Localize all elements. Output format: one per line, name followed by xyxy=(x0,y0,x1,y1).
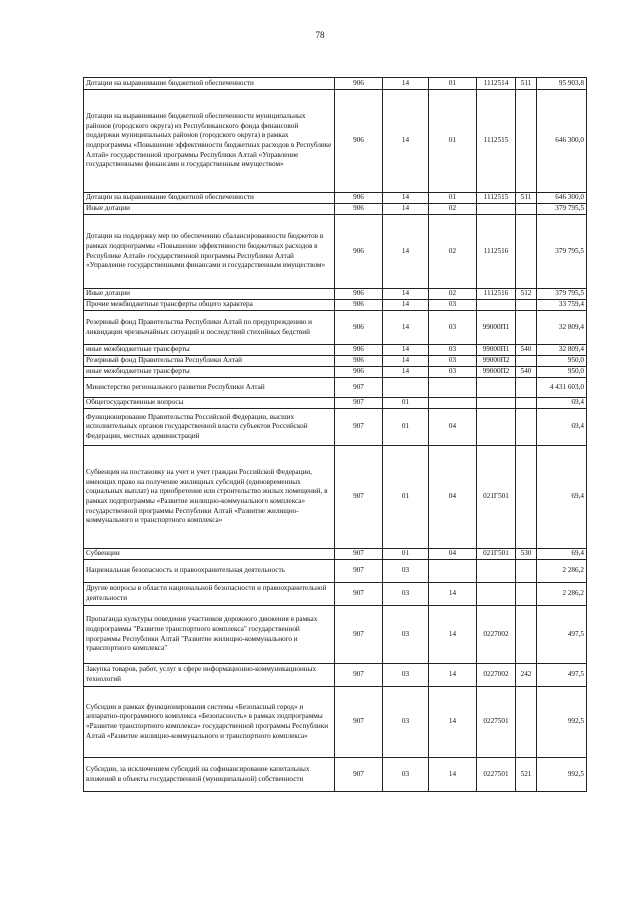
amount-cell: 646 300,0 xyxy=(537,193,587,204)
table-row xyxy=(84,664,587,687)
subsection-code-cell: 03 xyxy=(429,367,477,378)
subsection-code-cell: 03 xyxy=(429,345,477,356)
amount-cell: 69,4 xyxy=(537,409,587,446)
ministry-code-cell: 907 xyxy=(335,687,383,758)
subsection-code-cell: 14 xyxy=(429,606,477,664)
section-code-cell: 01 xyxy=(383,446,429,549)
section-code-cell: 14 xyxy=(383,90,429,193)
table-row xyxy=(84,549,587,560)
amount-cell: 992,5 xyxy=(537,758,587,792)
article-code-cell: 021Г501 xyxy=(477,549,516,560)
table-row xyxy=(84,398,587,409)
amount-cell: 379 795,5 xyxy=(537,215,587,289)
table-row xyxy=(84,345,587,356)
expense-type-cell xyxy=(516,560,537,583)
ministry-code-cell: 906 xyxy=(335,311,383,345)
amount-cell: 2 286,2 xyxy=(537,560,587,583)
section-code-cell: 14 xyxy=(383,367,429,378)
row-name-cell: Функционирование Правительства Российской Федерации, высших исполнительных органов государственной власти субъектов Российской Федерации, местных администраций xyxy=(84,409,335,446)
article-code-cell xyxy=(477,398,516,409)
page-number: 78 xyxy=(315,30,325,40)
ministry-code-cell: 907 xyxy=(335,606,383,664)
row-name-cell: Резервный фонд Правительства Республики Алтай по предупреждению и ликвидации чрезвычайных ситуаций и последствий стихийных бедствий xyxy=(84,311,335,345)
budget-table-body xyxy=(84,78,587,792)
subsection-code-cell: 14 xyxy=(429,664,477,687)
table-row xyxy=(84,300,587,311)
table-row xyxy=(84,78,587,90)
subsection-code-cell: 04 xyxy=(429,409,477,446)
section-code-cell: 03 xyxy=(383,758,429,792)
table-row xyxy=(84,446,587,549)
amount-cell: 497,5 xyxy=(537,664,587,687)
article-code-cell: 1112514 xyxy=(477,78,516,90)
section-code-cell: 14 xyxy=(383,311,429,345)
expense-type-cell xyxy=(516,583,537,606)
table-row xyxy=(84,356,587,367)
amount-cell: 992,5 xyxy=(537,687,587,758)
section-code-cell: 14 xyxy=(383,289,429,300)
amount-cell: 32 809,4 xyxy=(537,345,587,356)
expense-type-cell: 530 xyxy=(516,549,537,560)
amount-cell: 2 286,2 xyxy=(537,583,587,606)
budget-table xyxy=(83,77,587,792)
expense-type-cell xyxy=(516,204,537,215)
row-name-cell: иные межбюджетные трансферты xyxy=(84,345,335,356)
subsection-code-cell: 02 xyxy=(429,204,477,215)
row-name-cell: Иные дотации xyxy=(84,204,335,215)
article-code-cell: 1112515 xyxy=(477,90,516,193)
subsection-code-cell: 04 xyxy=(429,549,477,560)
ministry-code-cell: 906 xyxy=(335,300,383,311)
table-row xyxy=(84,758,587,792)
table-row xyxy=(84,560,587,583)
amount-cell: 950,0 xyxy=(537,367,587,378)
subsection-code-cell: 04 xyxy=(429,446,477,549)
ministry-code-cell: 906 xyxy=(335,289,383,300)
subsection-code-cell: 02 xyxy=(429,289,477,300)
row-name-cell: Дотации на выравнивание бюджетной обеспеченности муниципальных районов (городского округа) из Республиканского фонда финансовой поддержки муниципальных районов (городского округа) в рамках подпрограммы «Повышение эффективности бюджетных расходов в Республике Алтай» государственной программы Республики Алтай «Управление государственными финансами и государственным имуществом» xyxy=(84,90,335,193)
row-name-cell: Дотации на выравнивание бюджетной обеспеченности xyxy=(84,193,335,204)
subsection-code-cell: 02 xyxy=(429,215,477,289)
ministry-code-cell: 907 xyxy=(335,560,383,583)
article-code-cell xyxy=(477,378,516,398)
expense-type-cell: 511 xyxy=(516,78,537,90)
article-code-cell xyxy=(477,560,516,583)
row-name-cell: Субсидии, за исключением субсидий на софинансирование капитальных вложений в объекты государственной (муниципальной) собственности xyxy=(84,758,335,792)
expense-type-cell xyxy=(516,687,537,758)
expense-type-cell xyxy=(516,409,537,446)
expense-type-cell: 540 xyxy=(516,367,537,378)
ministry-code-cell: 907 xyxy=(335,409,383,446)
amount-cell: 497,5 xyxy=(537,606,587,664)
article-code-cell: 0227501 xyxy=(477,687,516,758)
amount-cell: 69,4 xyxy=(537,446,587,549)
subsection-code-cell: 14 xyxy=(429,583,477,606)
section-code-cell: 01 xyxy=(383,409,429,446)
amount-cell: 95 903,8 xyxy=(537,78,587,90)
amount-cell: 379 795,5 xyxy=(537,204,587,215)
subsection-code-cell: 14 xyxy=(429,758,477,792)
table-row xyxy=(84,289,587,300)
row-name-cell: Министерство регионального развития Республики Алтай xyxy=(84,378,335,398)
expense-type-cell: 511 xyxy=(516,193,537,204)
article-code-cell: 1112516 xyxy=(477,289,516,300)
section-code-cell: 03 xyxy=(383,560,429,583)
section-code-cell: 01 xyxy=(383,549,429,560)
ministry-code-cell: 906 xyxy=(335,78,383,90)
row-name-cell: Пропаганда культуры поведения участников дорожного движения в рамках подпрограммы "Развитие транспортного комплекса" государственной программы Республики Алтай "Развитие жилищно-коммунального и транспортного комплекса" xyxy=(84,606,335,664)
article-code-cell: 0227002 xyxy=(477,606,516,664)
expense-type-cell: 242 xyxy=(516,664,537,687)
ministry-code-cell: 906 xyxy=(335,367,383,378)
amount-cell: 69,4 xyxy=(537,549,587,560)
section-code-cell xyxy=(383,378,429,398)
ministry-code-cell: 906 xyxy=(335,356,383,367)
row-name-cell: Иные дотации xyxy=(84,289,335,300)
article-code-cell: 1112516 xyxy=(477,215,516,289)
table-row xyxy=(84,204,587,215)
ministry-code-cell: 907 xyxy=(335,758,383,792)
expense-type-cell xyxy=(516,606,537,664)
table-row xyxy=(84,409,587,446)
row-name-cell: Дотации на выравнивание бюджетной обеспеченности xyxy=(84,78,335,90)
article-code-cell: 0227002 xyxy=(477,664,516,687)
article-code-cell xyxy=(477,409,516,446)
subsection-code-cell: 14 xyxy=(429,687,477,758)
expense-type-cell xyxy=(516,356,537,367)
section-code-cell: 14 xyxy=(383,78,429,90)
row-name-cell: Резервный фонд Правительства Республики Алтай xyxy=(84,356,335,367)
row-name-cell: Закупка товаров, работ, услуг в сфере информационно-коммуникационных технологий xyxy=(84,664,335,687)
ministry-code-cell: 907 xyxy=(335,664,383,687)
article-code-cell: 99000П2 xyxy=(477,356,516,367)
amount-cell: 33 759,4 xyxy=(537,300,587,311)
expense-type-cell xyxy=(516,398,537,409)
expense-type-cell: 521 xyxy=(516,758,537,792)
expense-type-cell: 512 xyxy=(516,289,537,300)
table-row xyxy=(84,215,587,289)
table-row xyxy=(84,583,587,606)
ministry-code-cell: 906 xyxy=(335,215,383,289)
article-code-cell: 99000П1 xyxy=(477,311,516,345)
section-code-cell: 03 xyxy=(383,664,429,687)
article-code-cell: 021Г501 xyxy=(477,446,516,549)
section-code-cell: 14 xyxy=(383,356,429,367)
table-row xyxy=(84,687,587,758)
amount-cell: 646 300,0 xyxy=(537,90,587,193)
ministry-code-cell: 907 xyxy=(335,583,383,606)
expense-type-cell xyxy=(516,215,537,289)
section-code-cell: 14 xyxy=(383,193,429,204)
amount-cell: 69,4 xyxy=(537,398,587,409)
ministry-code-cell: 907 xyxy=(335,446,383,549)
subsection-code-cell: 03 xyxy=(429,311,477,345)
expense-type-cell xyxy=(516,90,537,193)
article-code-cell: 1112515 xyxy=(477,193,516,204)
subsection-code-cell xyxy=(429,560,477,583)
ministry-code-cell: 907 xyxy=(335,378,383,398)
section-code-cell: 01 xyxy=(383,398,429,409)
section-code-cell: 03 xyxy=(383,687,429,758)
article-code-cell: 99000П2 xyxy=(477,367,516,378)
subsection-code-cell: 03 xyxy=(429,300,477,311)
amount-cell: 4 431 603,0 xyxy=(537,378,587,398)
ministry-code-cell: 907 xyxy=(335,398,383,409)
subsection-code-cell: 01 xyxy=(429,193,477,204)
row-name-cell: Общегосударственные вопросы xyxy=(84,398,335,409)
ministry-code-cell: 907 xyxy=(335,549,383,560)
article-code-cell: 0227501 xyxy=(477,758,516,792)
expense-type-cell xyxy=(516,446,537,549)
expense-type-cell xyxy=(516,378,537,398)
section-code-cell: 14 xyxy=(383,215,429,289)
article-code-cell xyxy=(477,300,516,311)
expense-type-cell xyxy=(516,300,537,311)
amount-cell: 32 809,4 xyxy=(537,311,587,345)
table-row xyxy=(84,378,587,398)
table-row xyxy=(84,311,587,345)
row-name-cell: Субвенции xyxy=(84,549,335,560)
section-code-cell: 03 xyxy=(383,583,429,606)
section-code-cell: 03 xyxy=(383,606,429,664)
subsection-code-cell xyxy=(429,378,477,398)
row-name-cell: Другие вопросы в области национальной безопасности и правоохранительной деятельности xyxy=(84,583,335,606)
article-code-cell: 99000П1 xyxy=(477,345,516,356)
expense-type-cell xyxy=(516,311,537,345)
subsection-code-cell: 03 xyxy=(429,356,477,367)
ministry-code-cell: 906 xyxy=(335,204,383,215)
table-row xyxy=(84,606,587,664)
row-name-cell: Национальная безопасность и правоохранительная деятельность xyxy=(84,560,335,583)
row-name-cell: Прочие межбюджетные трансферты общего характера xyxy=(84,300,335,311)
article-code-cell xyxy=(477,583,516,606)
ministry-code-cell: 906 xyxy=(335,193,383,204)
ministry-code-cell: 906 xyxy=(335,345,383,356)
article-code-cell xyxy=(477,204,516,215)
table-row xyxy=(84,367,587,378)
row-name-cell: Субсидии в рамках функционирования системы «Безопасный город» и аппаратно-программного комплекса «Безопасность» в рамках подпрограммы «Развитие транспортного комплекса» государственной программы Республики Алтай «Развитие жилищно-коммунального и транспортного комплекса» xyxy=(84,687,335,758)
expense-type-cell: 540 xyxy=(516,345,537,356)
row-name-cell: Субвенция на постановку на учет и учет граждан Российской Федерации, имеющих право на получение жилищных субсидий (единовременных социальных выплат) на приобретение или строительство жилых помещений, в рамках подпрограммы «Развитие жилищно-коммунального комплекса» государственной программы Республики Алтай «Развитие жилищно-коммунального и транспортного комплекса» xyxy=(84,446,335,549)
subsection-code-cell: 01 xyxy=(429,78,477,90)
subsection-code-cell: 01 xyxy=(429,90,477,193)
ministry-code-cell: 906 xyxy=(335,90,383,193)
table-row xyxy=(84,193,587,204)
section-code-cell: 14 xyxy=(383,345,429,356)
subsection-code-cell xyxy=(429,398,477,409)
row-name-cell: Дотации на поддержку мер по обеспечению сбалансированности бюджетов в рамках подпрограммы «Повышение эффективности бюджетных расходов в Республике Алтай» государственной программы Республики Алтай «Управление государственными финансами и государственным имуществом» xyxy=(84,215,335,289)
table-row xyxy=(84,90,587,193)
amount-cell: 379 795,5 xyxy=(537,289,587,300)
row-name-cell: иные межбюджетные трансферты xyxy=(84,367,335,378)
section-code-cell: 14 xyxy=(383,204,429,215)
amount-cell: 950,0 xyxy=(537,356,587,367)
section-code-cell: 14 xyxy=(383,300,429,311)
